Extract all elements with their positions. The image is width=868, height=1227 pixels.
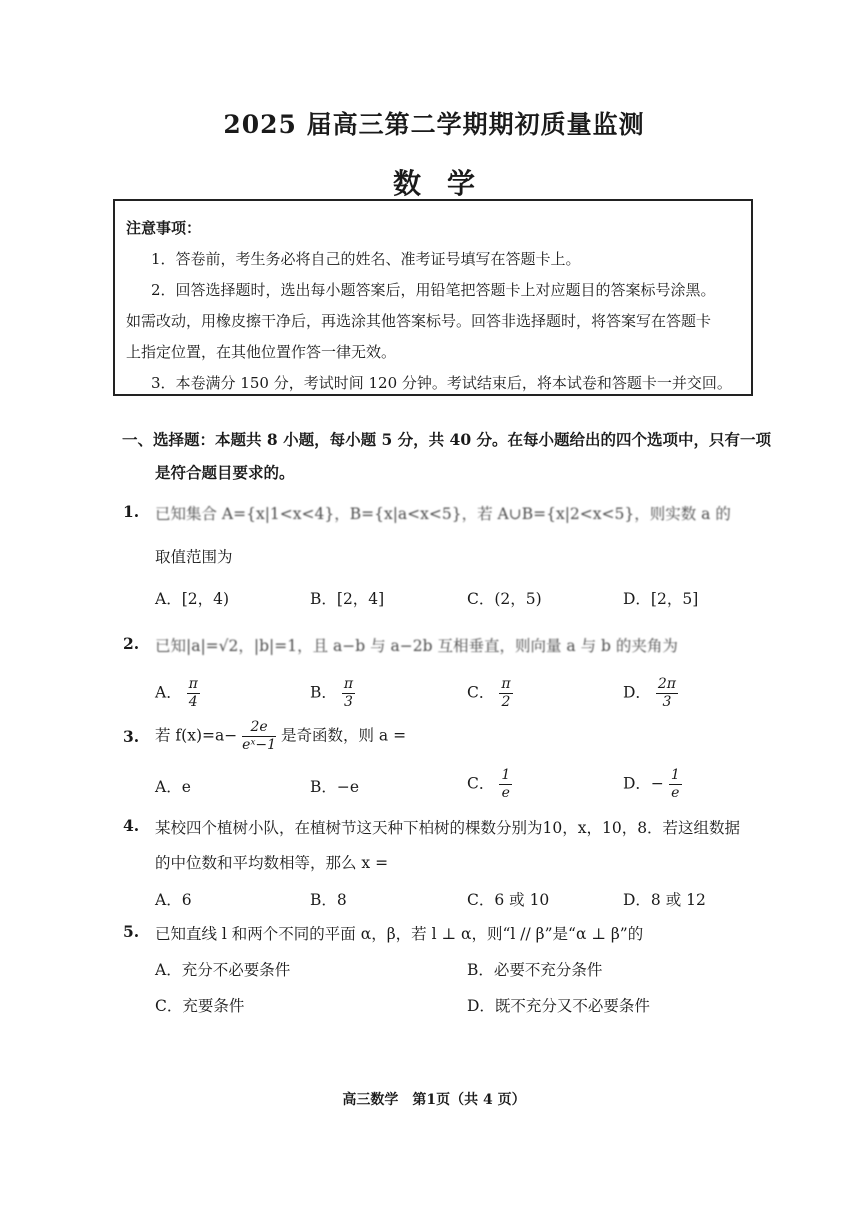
denominator: 3: [662, 694, 672, 710]
option-a: A．充分不必要条件: [155, 961, 291, 979]
option-a: [155, 676, 200, 711]
notice-line: 如需改动，用橡皮擦干净后，再选涂其他答案标号。回答非选择题时，将答案写在答题卡: [126, 312, 712, 330]
option-label: C．: [467, 683, 495, 702]
question-number: 2.: [123, 634, 140, 653]
option-d: [623, 676, 678, 711]
option-a: A．[2，4): [155, 590, 230, 608]
question-text: 已知集合 A={x|1<x<4}，B={x|a<x<5}，若 A∪B={x|2<x<5}，则实数 a 的: [155, 505, 731, 523]
option-d: D．既不充分又不必要条件: [467, 997, 650, 1015]
subject-title: 数学: [392, 167, 501, 200]
option-label: B．−e: [310, 778, 360, 796]
denominator: 3: [343, 694, 353, 710]
option-d: D．8 或 12: [623, 891, 706, 909]
option-c: C．(2，5): [467, 590, 542, 608]
option-c: C．充要条件: [155, 997, 245, 1015]
question-text-cont: 的中位数和平均数相等，那么 x =: [155, 854, 389, 872]
option-c: [467, 676, 513, 711]
option-label: A．e: [155, 778, 191, 796]
question-text: 已知直线 l 和两个不同的平面 α，β，若 l ⊥ α，则“l // β”是“α ⊥ β”的: [155, 925, 644, 943]
fraction: [499, 676, 512, 711]
question-text-cont: 取值范围为: [155, 548, 233, 566]
notice-line: 上指定位置，在其他位置作答一律无效。: [126, 343, 397, 361]
section-heading-cont: 是符合题目要求的。: [155, 463, 295, 482]
option-label: D．−: [623, 774, 664, 793]
notice-line: 1．答卷前，考生务必将自己的姓名、准考证号填写在答题卡上。: [151, 250, 581, 268]
option-label: B．: [310, 683, 337, 702]
option-c: [467, 767, 512, 802]
numerator: π: [343, 676, 354, 692]
page-footer: 高三数学 第1页（共 4 页）: [342, 1092, 526, 1108]
option-label: D．: [623, 683, 651, 702]
option-b: B．8: [310, 891, 347, 909]
numerator: 1: [501, 767, 511, 783]
formula-text: 是奇函数，则 a =: [281, 726, 407, 745]
question-number: 4.: [123, 816, 140, 835]
denominator: 2: [501, 694, 511, 710]
option-b: [310, 775, 359, 797]
fraction: [242, 719, 276, 754]
question-text: 某校四个植树小队，在植树节这天种下柏树的棵数分别为10，x，10，8．若这组数据: [155, 819, 741, 837]
fraction: [499, 767, 512, 802]
option-d: D．[2，5]: [623, 590, 699, 608]
denominator: e: [501, 785, 510, 801]
notice-line: 3．本卷满分 150 分，考试时间 120 分钟。考试结束后，将本试卷和答题卡一并交回。: [151, 374, 732, 392]
option-d: [623, 767, 682, 802]
exam-title: 2025 届高三第二学期期初质量监测: [223, 110, 645, 139]
numerator: π: [188, 676, 198, 692]
section-heading: 一、选择题：本题共 8 小题，每小题 5 分，共 40 分。在每小题给出的四个选项中，只有一项: [122, 430, 772, 449]
denominator: 4: [188, 694, 198, 710]
numerator: 1: [670, 767, 680, 783]
notice-box: [113, 199, 753, 396]
option-a: A．6: [155, 891, 192, 909]
option-b: B．必要不充分条件: [467, 961, 603, 979]
denominator: e: [671, 785, 680, 801]
fraction: [656, 676, 678, 711]
option-c: C．6 或 10: [467, 891, 550, 909]
notice-line: 2．回答选择题时，选出每小题答案后，用铅笔把答题卡上对应题目的答案标号涂黑。: [151, 281, 716, 299]
numerator: 2π: [657, 676, 676, 692]
question-number: 1.: [123, 502, 140, 521]
fraction: [187, 676, 200, 711]
question-number: 5.: [123, 922, 140, 941]
option-b: B．[2，4]: [310, 590, 385, 608]
option-label: C．: [467, 774, 495, 793]
fraction: [342, 676, 355, 711]
fraction: [669, 767, 682, 802]
notice-heading: 注意事项：: [126, 219, 202, 237]
option-a: [155, 775, 191, 797]
question-text: [155, 719, 406, 754]
question-number: 3.: [123, 727, 140, 746]
formula-text: 若 f(x)=a−: [155, 726, 238, 745]
option-b: [310, 676, 355, 711]
numerator: 2e: [242, 719, 276, 737]
denominator: eˣ−1: [242, 737, 277, 753]
option-label: A．: [155, 683, 182, 702]
numerator: π: [501, 676, 511, 692]
question-text: 已知|a|=√2，|b|=1，且 a−b 与 a−2b 互相垂直，则向量 a 与 b 的夹角为: [155, 637, 678, 655]
